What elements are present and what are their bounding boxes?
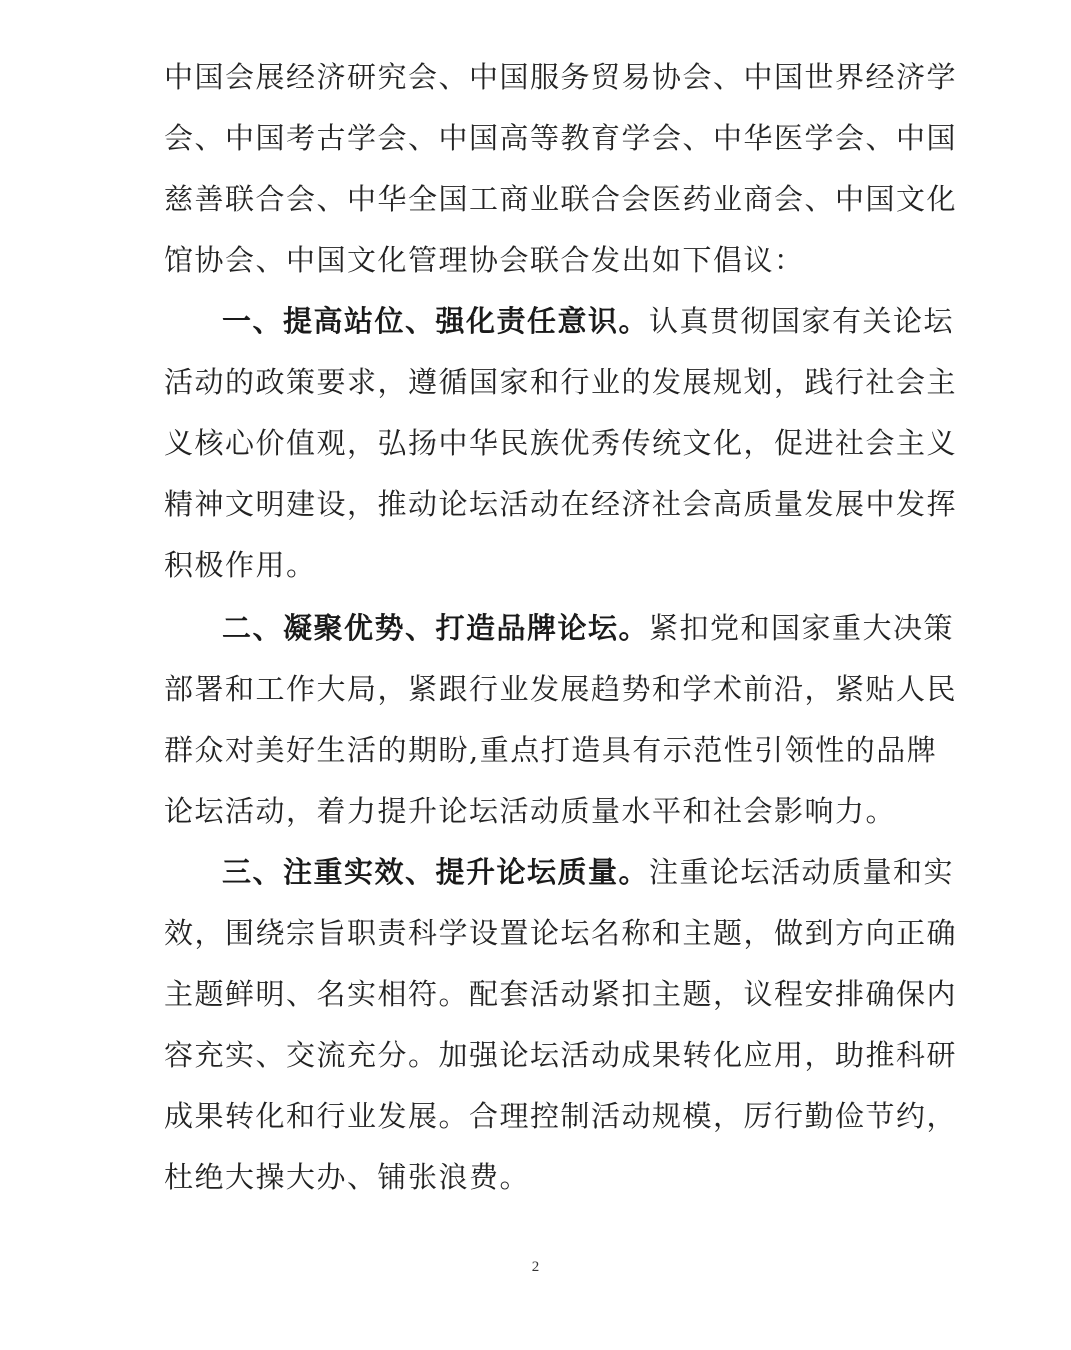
section3-line: 效，围绕宗旨职责科学设置论坛名称和主题，做到方向正确 <box>164 916 958 950</box>
intro-line: 会、中国考古学会、中国高等教育学会、中华医学会、中国 <box>164 121 958 155</box>
section3-line: 杜绝大操大办、铺张浪费。 <box>164 1160 531 1194</box>
section1-heading: 一、提高站位、强化责任意识。 <box>222 304 650 338</box>
section2-first-line-text: 紧扣党和国家重大决策 <box>649 611 955 645</box>
section1-line: 义核心价值观，弘扬中华民族优秀传统文化，促进社会主义 <box>164 426 958 460</box>
section3-first-line <box>222 849 955 895</box>
section2-line: 群众对美好生活的期盼,重点打造具有示范性引领性的品牌 <box>164 733 938 767</box>
section1-line: 活动的政策要求，遵循国家和行业的发展规划，践行社会主 <box>164 365 958 399</box>
section3-line: 主题鲜明、名实相符。配套活动紧扣主题，议程安排确保内 <box>164 977 958 1011</box>
section3-line: 成果转化和行业发展。合理控制活动规模，厉行勤俭节约， <box>164 1099 958 1133</box>
section1-first-line <box>222 298 955 344</box>
intro-line: 慈善联合会、中华全国工商业联合会医药业商会、中国文化 <box>164 182 958 216</box>
section1-line: 精神文明建设，推动论坛活动在经济社会高质量发展中发挥 <box>164 487 958 521</box>
section1-line: 积极作用。 <box>164 548 317 582</box>
section2-line: 论坛活动，着力提升论坛活动质量水平和社会影响力。 <box>164 794 897 828</box>
page-number: 2 <box>531 1259 540 1275</box>
section3-first-line-text: 注重论坛活动质量和实 <box>649 855 955 889</box>
section3-heading: 三、注重实效、提升论坛质量。 <box>222 855 650 889</box>
section1-first-line-text: 认真贯彻国家有关论坛 <box>649 304 955 338</box>
intro-line: 中国会展经济研究会、中国服务贸易协会、中国世界经济学 <box>164 60 958 94</box>
section2-heading: 二、凝聚优势、打造品牌论坛。 <box>222 611 650 645</box>
section3-line: 容充实、交流充分。加强论坛活动成果转化应用，助推科研 <box>164 1038 958 1072</box>
intro-line: 馆协会、中国文化管理协会联合发出如下倡议： <box>164 243 805 277</box>
section2-line: 部署和工作大局，紧跟行业发展趋势和学术前沿，紧贴人民 <box>164 672 958 706</box>
section2-first-line <box>222 605 955 651</box>
